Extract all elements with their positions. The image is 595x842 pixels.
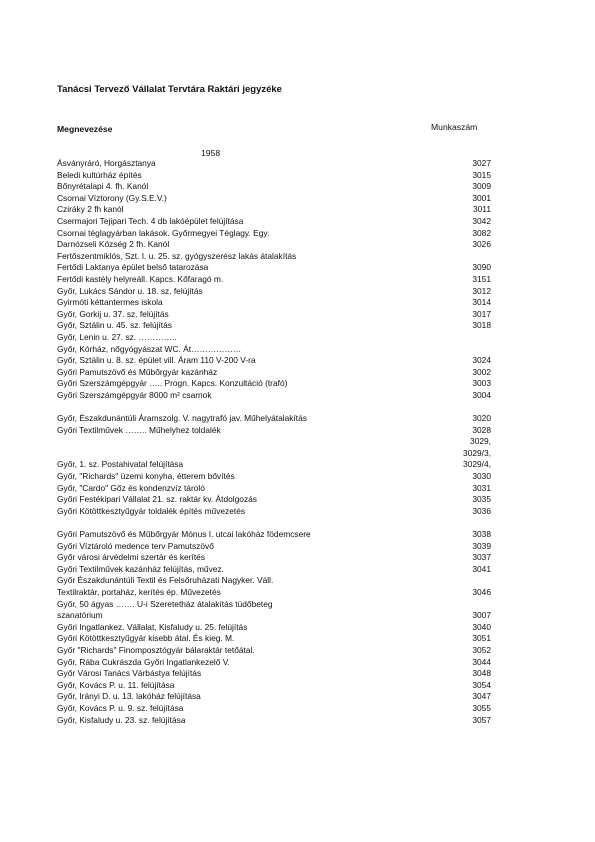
list-item xyxy=(57,332,491,344)
item-number: 3054 xyxy=(472,679,491,690)
item-name: Győr, Sztálin u. 8. sz. épület vill. Áram 110 V-200 V-ra xyxy=(57,355,256,366)
item-number: 3038 xyxy=(472,529,491,539)
item-number: 3090 xyxy=(472,262,491,273)
item-name: Győr, 50 ágyas ……. U-i Szeretetház átalakítás tüdőbeteg xyxy=(57,598,273,609)
list-item xyxy=(57,344,491,356)
item-name: Fertőszentmiklós, Szt. I. u. 25. sz. gyógyszerész lakás átalakítás xyxy=(57,250,297,261)
row-spacer xyxy=(57,517,491,529)
item-number: 3027 xyxy=(472,158,491,168)
list-item xyxy=(57,610,491,622)
item-number: 3082 xyxy=(472,227,491,238)
list-item xyxy=(57,622,491,634)
list-item xyxy=(57,170,491,182)
item-name: Győri Kötöttkesztyűgyár toldalék építés művezetés xyxy=(57,505,246,516)
list-item xyxy=(57,657,491,669)
item-name: Beledi kultúrház építés xyxy=(57,169,142,180)
item-number: 3029/4, xyxy=(463,459,491,470)
list-item xyxy=(57,274,491,286)
item-name: Győri Textilművek …….. Műhelyhez toldalék xyxy=(57,424,221,435)
list-item xyxy=(57,390,491,402)
item-name: Győr, Lukács Sándor u. 18. sz. felújítás xyxy=(57,285,203,296)
row-spacer xyxy=(57,401,491,413)
item-name: Csornai Víztorony (Gy.S.E.V.) xyxy=(57,192,167,203)
item-number: 3007 xyxy=(472,610,491,621)
inventory-list xyxy=(57,158,491,726)
item-number: 3001 xyxy=(472,192,491,203)
item-number: 3035 xyxy=(472,494,491,505)
list-item xyxy=(57,529,491,541)
item-name: Fertődi Laktanya épület belső tatarozása xyxy=(57,262,209,273)
item-number: 3020 xyxy=(472,413,491,424)
item-number: 3009 xyxy=(472,181,491,192)
column-header-name: Megnevezése xyxy=(57,124,113,134)
item-name: Győr "Richards" Finomposztógyár bálaraktár tetőátal. xyxy=(57,644,255,655)
year-heading: 1958 xyxy=(201,148,221,158)
list-item xyxy=(57,668,491,680)
item-number: 3029, xyxy=(470,436,491,447)
item-number: 3037 xyxy=(472,552,491,563)
item-name: Textilraktár, portaház, kerítés ép. Művezetés xyxy=(57,586,221,597)
item-name: Győri Ingatlankez. Vállalat, Kisfaludy u. 25. felújítás xyxy=(57,621,248,632)
column-header-number: Munkaszám xyxy=(431,122,478,132)
item-name: Győri Szerszámgépgyár ….. Progn. Kapcs. Konzultáció (trafó) xyxy=(57,378,288,389)
list-item xyxy=(57,320,491,332)
item-name: Győr, 1. sz. Postahivatal felújítása xyxy=(57,459,184,470)
item-number: 3015 xyxy=(472,169,491,180)
list-item xyxy=(57,680,491,692)
item-number: 3051 xyxy=(472,633,491,644)
item-number: 3042 xyxy=(472,215,491,226)
item-number: 3039 xyxy=(472,540,491,551)
item-number: 3003 xyxy=(472,378,491,389)
document-title: Tanácsi Tervező Vállalat Tervtára Raktári jegyzéke xyxy=(57,84,282,95)
item-name: Győr városi árvédelmi szertár és kerítés xyxy=(57,552,206,563)
item-number: 3057 xyxy=(472,714,491,725)
list-item xyxy=(57,378,491,390)
item-name: Bőnyrétalapi 4. fh. Kanól xyxy=(57,181,149,192)
item-number: 3046 xyxy=(472,586,491,597)
list-item xyxy=(57,228,491,240)
item-name: Győr, Gorkij u. 37. sz. felújítás xyxy=(57,308,169,319)
item-name: Győri Víztároló medence terv Pamutszövő xyxy=(57,540,214,551)
list-item xyxy=(57,309,491,321)
item-number: 3036 xyxy=(472,505,491,516)
list-item xyxy=(57,633,491,645)
item-number: 3052 xyxy=(472,644,491,655)
item-name: Csermajori Tejipari Tech. 4 db lakóépület felújítása xyxy=(57,215,244,226)
list-item xyxy=(57,216,491,228)
item-name: Győr, Irányi D. u. 13. lakóház felújítása xyxy=(57,691,201,702)
list-item xyxy=(57,459,491,471)
item-number: 3044 xyxy=(472,656,491,667)
item-name: szanatórium xyxy=(57,610,103,621)
list-item xyxy=(57,552,491,564)
item-number: 3004 xyxy=(472,389,491,400)
list-item xyxy=(57,564,491,576)
item-number: 3055 xyxy=(472,702,491,713)
list-item xyxy=(57,599,491,611)
item-name: Ásványráró, Horgásztanya xyxy=(57,158,156,168)
item-name: Cziráky 2 fh kanól xyxy=(57,204,124,215)
item-number: 3040 xyxy=(472,621,491,632)
list-item xyxy=(57,436,491,448)
list-item xyxy=(57,251,491,263)
item-number: 3029/3, xyxy=(463,447,491,458)
item-number: 3012 xyxy=(472,285,491,296)
list-item xyxy=(57,355,491,367)
item-name: Darnózseli Község 2 fh. Kanól xyxy=(57,239,170,250)
item-name: Győr, Kovács P. u. 9. sz. felújítása xyxy=(57,702,184,713)
list-item xyxy=(57,703,491,715)
item-name: Győri Textilművek kazánház felújítás, művez. xyxy=(57,563,224,574)
list-item xyxy=(57,413,491,425)
list-item xyxy=(57,204,491,216)
list-item xyxy=(57,367,491,379)
item-name: Győr, Rába Cukrászda Győri Ingatlankezelő V. xyxy=(57,656,230,667)
item-name: Győri Pamutszövő és Műbőrgyár Mónus I. utcai lakóház födemcsere xyxy=(57,529,311,539)
item-name: Győri Szerszámgépgyár 8000 m² csarnok xyxy=(57,389,212,400)
item-name: Győr, Sztálin u. 45. sz. felújítás xyxy=(57,320,172,331)
item-name: Győr, Kovács P. u. 11. felújítása xyxy=(57,679,175,690)
list-item xyxy=(57,181,491,193)
list-item xyxy=(57,691,491,703)
list-item xyxy=(57,587,491,599)
list-item xyxy=(57,483,491,495)
item-name: Győri Kötöttkesztyűgyár kisebb átal. És kieg. M. xyxy=(57,633,235,644)
item-number: 3151 xyxy=(472,273,491,284)
list-item xyxy=(57,494,491,506)
list-item xyxy=(57,715,491,727)
item-number: 3028 xyxy=(472,424,491,435)
item-number: 3017 xyxy=(472,308,491,319)
item-name: Győr Városi Tanács Várbástya felújítás xyxy=(57,668,202,679)
item-name: Csornai téglagyárban lakások. Győrmegyei Téglagy. Egy. xyxy=(57,227,270,238)
item-name: Győr Északdunántúli Textil és Felsőruházati Nagyker. Váll. xyxy=(57,575,274,586)
item-number: 3011 xyxy=(472,204,491,215)
list-item xyxy=(57,158,491,170)
item-number: 3002 xyxy=(472,366,491,377)
item-name: Győri Pamutszövő és Műbőrgyár kazánház xyxy=(57,366,218,377)
item-name: Győr, "Cardo" Gőz és kondenzvíz tároló xyxy=(57,482,205,493)
item-number: 3031 xyxy=(472,482,491,493)
item-name: Győr, Kisfaludy u. 23. sz. felújítása xyxy=(57,714,186,725)
list-item xyxy=(57,425,491,437)
item-number: 3048 xyxy=(472,668,491,679)
item-number: 3024 xyxy=(472,355,491,366)
item-number: 3041 xyxy=(472,563,491,574)
item-number: 3026 xyxy=(472,239,491,250)
item-name: Győr, Északdunántúli Áramszolg. V. nagytrafó jav. Műhelyátalakítás xyxy=(57,413,307,424)
item-name: Gyirmóti kéttantermes iskola xyxy=(57,297,163,308)
list-item xyxy=(57,645,491,657)
list-item xyxy=(57,506,491,518)
item-name: Fertődi kastély helyreáll. Kapcs. Kőfaragó m. xyxy=(57,273,224,284)
list-item xyxy=(57,262,491,274)
item-name: Győr, "Richards" üzemi konyha, étterem bővítés xyxy=(57,471,235,482)
list-item xyxy=(57,239,491,251)
item-number: 3014 xyxy=(472,297,491,308)
list-item xyxy=(57,575,491,587)
item-number: 3047 xyxy=(472,691,491,702)
list-item xyxy=(57,286,491,298)
item-number: 3030 xyxy=(472,471,491,482)
item-name: Győr, Kórház, nőgyógyászat WC. Át……………… xyxy=(57,343,242,354)
item-name: Győr, Lenin u. 27. sz. ………….. xyxy=(57,331,177,342)
list-item xyxy=(57,448,491,460)
item-number: 3018 xyxy=(472,320,491,331)
list-item xyxy=(57,541,491,553)
item-name: Győri Festékipari Vállalat 21. sz. raktár kv. Átdolgozás xyxy=(57,494,257,505)
list-item xyxy=(57,297,491,309)
list-item xyxy=(57,471,491,483)
list-item xyxy=(57,193,491,205)
